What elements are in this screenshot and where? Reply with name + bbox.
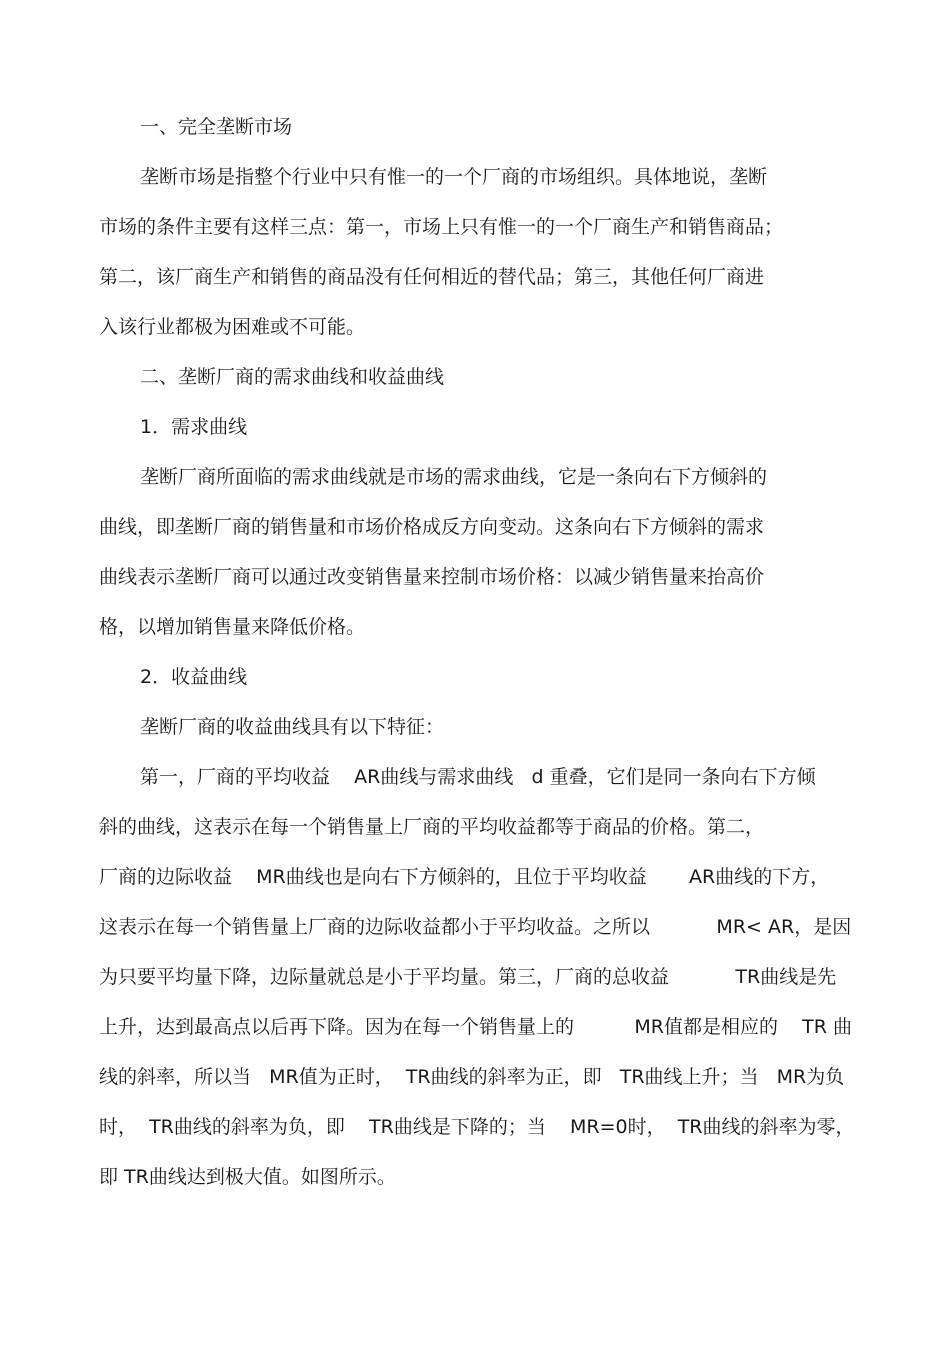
subsection-heading-demand: 1．需求曲线 <box>140 416 248 438</box>
paragraph-line: 即 TR曲线达到极大值。如图所示。 <box>99 1166 396 1188</box>
paragraph-line: 斜的曲线，这表示在每一个销售量上厂商的平均收益都等于商品的价格。第二， <box>99 816 765 838</box>
paragraph-line: 曲线，即垄断厂商的销售量和市场价格成反方向变动。这条向右下方倾斜的需求 <box>99 516 765 538</box>
paragraph-line: 线的斜率，所以当 MR值为正时， TR曲线的斜率为正，即 TR曲线上升；当 MR为负 <box>99 1066 845 1088</box>
paragraph-line: 厂商的边际收益 MR曲线也是向右下方倾斜的，且位于平均收益 AR曲线的下方， <box>99 866 830 888</box>
paragraph-line: 垄断厂商的收益曲线具有以下特征： <box>140 716 445 738</box>
paragraph-line: 市场的条件主要有这样三点：第一，市场上只有惟一的一个厂商生产和销售商品； <box>99 216 784 238</box>
paragraph-line: 格，以增加销售量来降低价格。 <box>99 616 366 638</box>
paragraph-line: 第一，厂商的平均收益 AR曲线与需求曲线 d 重叠，它们是同一条向右下方倾 <box>140 766 816 788</box>
paragraph-line: 第二，该厂商生产和销售的商品没有任何相近的替代品；第三，其他任何厂商进 <box>99 266 765 288</box>
section-heading-2: 二、垄断厂商的需求曲线和收益曲线 <box>140 366 445 388</box>
paragraph-line: 入该行业都极为困难或不可能。 <box>99 316 366 338</box>
paragraph-line: 这表示在每一个销售量上厂商的边际收益都小于平均收益。之所以 MR< AR，是因 <box>99 916 852 938</box>
paragraph-line: 垄断市场是指整个行业中只有惟一的一个厂商的市场组织。具体地说，垄断 <box>140 166 768 188</box>
subsection-heading-revenue: 2．收益曲线 <box>140 666 248 688</box>
paragraph-line: 垄断厂商所面临的需求曲线就是市场的需求曲线，它是一条向右下方倾斜的 <box>140 466 768 488</box>
paragraph-line: 上升，达到最高点以后再下降。因为在每一个销售量上的 MR值都是相应的 TR 曲 <box>99 1016 852 1038</box>
paragraph-line: 为只要平均量下降，边际量就总是小于平均量。第三，厂商的总收益 TR曲线是先 <box>99 966 837 988</box>
section-heading-1: 一、完全垄断市场 <box>140 116 293 138</box>
paragraph-line: 时， TR曲线的斜率为负，即 TR曲线是下降的；当 MR=0时， TR曲线的斜率为零， <box>99 1116 855 1138</box>
paragraph-line: 曲线表示垄断厂商可以通过改变销售量来控制市场价格：以减少销售量来抬高价 <box>99 566 765 588</box>
